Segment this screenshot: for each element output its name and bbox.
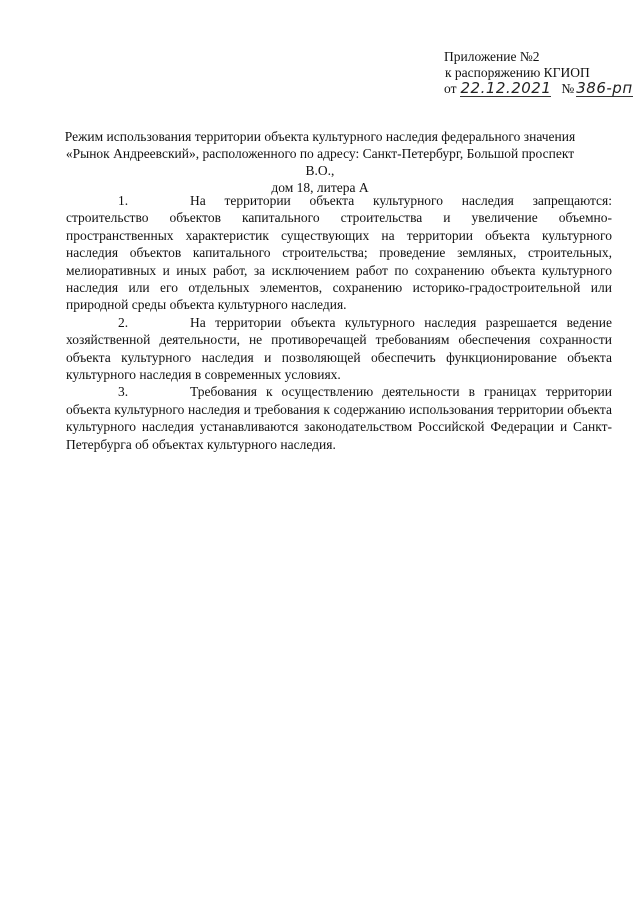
paragraph-number: 1. (118, 193, 129, 208)
document-title (60, 128, 580, 196)
date-prefix: от (444, 81, 457, 96)
appendix-date-number (444, 81, 634, 97)
number-prefix: № (561, 81, 575, 96)
paragraph-text: Требования к осуществлению деятельности в границах территории объекта культурного наследия и требования к содержанию использования территории объекта культурного наследия устанавливаются законодательством Российской Федерации и Санкт-Петербурга об объектах культурного наследия. (66, 384, 612, 452)
paragraph-text: На территории объекта культурного наследия разрешается ведение хозяйственной деятельности, не противоречащей требованиям обеспечения сохранности объекта культурного наследия и позволяющей обеспечить функционирование объекта культурного наследия в современных условиях. (66, 314, 612, 383)
appendix-header (444, 49, 634, 97)
title-line-3: дом 18, литера А (271, 180, 369, 195)
appendix-order-ref: к распоряжению КГИОП (445, 65, 590, 80)
title-line-2: «Рынок Андреевский», расположенного по адресу: Санкт-Петербург, Большой проспект В.О., (65, 146, 575, 178)
handwritten-date: 22.12.2021 (460, 79, 552, 97)
paragraph-number: 3. (118, 384, 129, 400)
paragraph-number: 2. (118, 314, 129, 330)
appendix-title: Приложение №2 (444, 49, 540, 64)
paragraph-2 (66, 314, 612, 384)
paragraph-1 (66, 192, 612, 314)
document-body (66, 192, 612, 453)
paragraph-3 (66, 383, 612, 453)
handwritten-number: 386-рп (576, 79, 633, 97)
title-line-1: Режим использования территории объекта культурного наследия федерального значения (64, 129, 576, 144)
paragraph-text: На территории объекта культурного наследия запрещаются: строительство объектов капитального строительства и увеличение объемно-пространственных характеристик существующих на территории объекта культурного наследия объектов капитального строительства; проведение земляных, строительных, мелиоративных и иных работ, за исключением работ по сохранению объекта культурного наследия или его отдельных элементов, сохранению историко-градостроительной или природной среды объекта культурного наследия. (66, 193, 612, 313)
